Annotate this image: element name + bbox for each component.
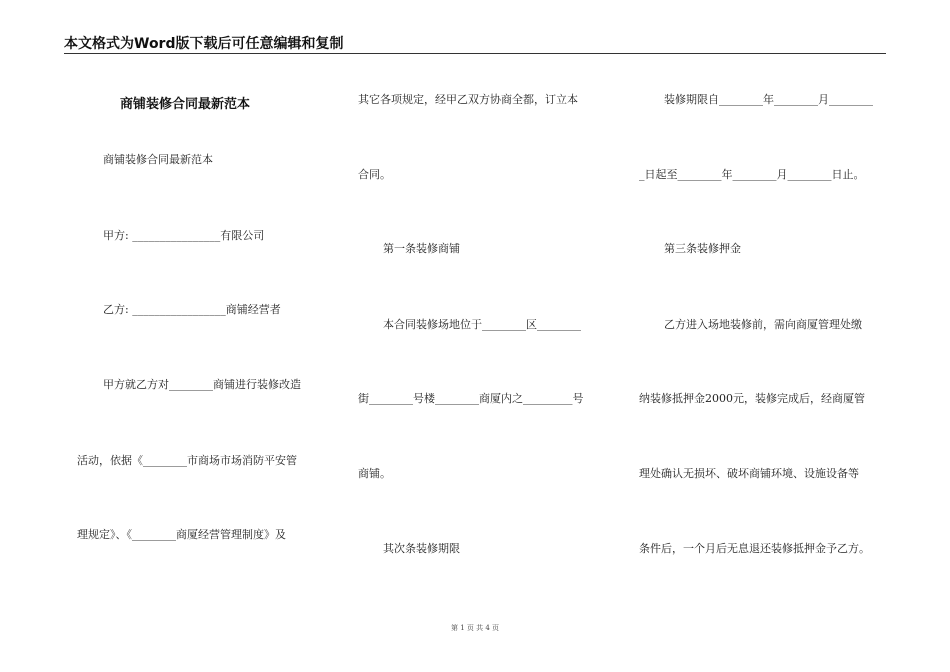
document-title: 商铺装修合同最新范本 bbox=[120, 97, 251, 112]
paragraph-line: 纳装修抵押金2000元，装修完成后，经商厦管 bbox=[639, 392, 865, 405]
paragraph-line: 条件后，一个月后无息退还装修抵押金予乙方。 bbox=[639, 542, 870, 555]
paragraph-line: 装修期限自________年________月________ bbox=[664, 93, 873, 106]
paragraph-line: 其它各项规定，经甲乙双方协商全都，订立本 bbox=[358, 93, 578, 106]
article-heading: 第三条装修押金 bbox=[664, 242, 741, 255]
paragraph-line: 商铺。 bbox=[358, 467, 391, 480]
paragraph-line: 理规定》、《________商厦经营管理制度》及 bbox=[77, 528, 286, 541]
party-a-line: 甲方: ________________有限公司 bbox=[103, 229, 265, 242]
party-b-line: 乙方: _________________商铺经营者 bbox=[103, 303, 281, 316]
article-heading: 其次条装修期限 bbox=[383, 542, 460, 555]
article-heading: 第一条装修商铺 bbox=[383, 242, 460, 255]
paragraph-line: 活动，依据《________市商场市场消防平安管 bbox=[77, 454, 297, 467]
paragraph-line: 合同。 bbox=[358, 168, 391, 181]
paragraph-line: 乙方进入场地装修前，需向商厦管理处缴 bbox=[664, 318, 862, 331]
paragraph-line: 甲方就乙方对________商铺进行装修改造 bbox=[103, 378, 301, 391]
document-header: 本文格式为Word版下载后可任意编辑和复制 bbox=[64, 36, 344, 52]
paragraph-line: 理处确认无损坏、破坏商铺环境、设施设备等 bbox=[639, 467, 859, 480]
paragraph-line: 本合同装修场地位于________区________ bbox=[383, 318, 581, 331]
page-number: 第 1 页 共 4 页 bbox=[450, 624, 500, 632]
paragraph-line: 商铺装修合同最新范本 bbox=[103, 153, 213, 166]
paragraph-line: _日起至________年________月________日止。 bbox=[639, 168, 865, 181]
header-divider bbox=[64, 53, 886, 54]
paragraph-line: 街________号楼________商厦内之_________号 bbox=[358, 392, 584, 405]
